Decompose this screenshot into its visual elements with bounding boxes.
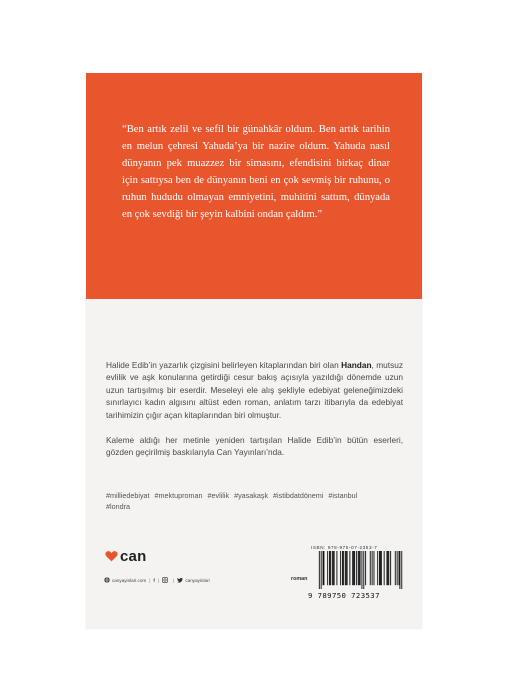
barcode-bar bbox=[327, 551, 328, 585]
barcode-bar bbox=[397, 551, 398, 585]
heart-icon bbox=[105, 550, 118, 562]
barcode-bar bbox=[390, 551, 391, 585]
description-lead: Halide Edib’in yazarlık çizgisini belirleyen kitaplarından biri olan bbox=[106, 360, 339, 370]
description-rest: , mutsuz evlilik ve aşk konularına getirdiği cesur bakış açısıyla yazıldığı dönemde uzun uzun tartışılmış bir eserdir. Meseleyi ele alış şekliyle edebiyat geleneğimizdeki sınırlayıcı kadın algısını altüst eden roman, anlatım tarzı itibarıyla da edebiyat tarihimizin çığır açan kitaplarından biri olmuştur. bbox=[106, 360, 404, 420]
publisher-logo bbox=[105, 548, 146, 564]
hashtag: #mektuproman bbox=[154, 491, 203, 500]
barcode-bar bbox=[352, 551, 353, 585]
barcode-bar bbox=[372, 551, 373, 585]
book-back-cover bbox=[86, 73, 422, 629]
barcode-bar bbox=[399, 551, 400, 585]
instagram-icon bbox=[162, 577, 168, 583]
publisher-contact-bar bbox=[104, 576, 210, 584]
isbn-label: ISBN: 978-975-07-2353-7 bbox=[311, 545, 378, 550]
barcode-bar bbox=[330, 551, 331, 585]
publisher-name: can bbox=[120, 547, 147, 565]
barcode-bar bbox=[329, 551, 330, 585]
description-paragraph-2: Kaleme aldığı her metinle yeniden tartışılan Halide Edib’in bütün eserleri, gözden geçirilmiş baskılarıyla Can Yayınları’nda. bbox=[106, 435, 403, 458]
hashtag: #yasakaşk bbox=[234, 491, 269, 500]
barcode-bar bbox=[363, 551, 364, 589]
quote-panel bbox=[86, 73, 422, 299]
barcode-bar bbox=[334, 551, 335, 585]
barcode-bar bbox=[387, 551, 388, 585]
hashtag: #evlilik bbox=[207, 491, 230, 500]
barcode-bar bbox=[336, 551, 337, 585]
barcode-bar bbox=[380, 551, 381, 585]
barcode-bar bbox=[354, 551, 355, 585]
barcode-digits: 9 789750 723537 bbox=[308, 591, 380, 600]
divider: | bbox=[173, 577, 175, 583]
barcode-bar bbox=[384, 551, 385, 585]
divider: | bbox=[157, 577, 160, 583]
barcode-bar bbox=[365, 551, 366, 585]
barcode-bar bbox=[374, 551, 375, 585]
barcode-bar bbox=[332, 551, 333, 585]
twitter-icon bbox=[177, 577, 183, 583]
facebook-icon: f bbox=[153, 577, 155, 583]
barcode-bar bbox=[361, 551, 362, 589]
barcode-bar bbox=[399, 551, 400, 589]
divider: | bbox=[149, 577, 151, 583]
barcode-bar bbox=[360, 551, 361, 585]
hashtag: #milliedebiyat bbox=[106, 491, 150, 500]
barcode-bar bbox=[321, 551, 322, 589]
barcode-bar bbox=[323, 551, 324, 585]
barcode bbox=[317, 551, 405, 589]
barcode-bar bbox=[359, 551, 360, 585]
globe-icon bbox=[104, 577, 110, 583]
barcode-bar bbox=[323, 551, 324, 585]
barcode-bar bbox=[353, 551, 354, 585]
barcode-bar bbox=[388, 551, 389, 585]
quote-text: “Ben artık zelil ve sefil bir günahkâr oldum. Ben artık tarihin en melun çehresi Yahuda’ya bir nazire oldum. Yahuda nasıl dünyanın pek muazzez bir simasını, efendisini birkaç dinar için sattıysa ben de dünyanın beni en çok sevmiş bir ruhunu, o ruhun hududu olmayan emniyetini, muhitini sattım, dünyada en çok sevdiği bir şeyin kalbini ondan çaldım.” bbox=[122, 124, 390, 220]
barcode-bar bbox=[379, 551, 380, 585]
hashtag-list bbox=[106, 491, 406, 512]
book-title-inline: Handan bbox=[341, 360, 372, 370]
barcode-bar bbox=[333, 551, 334, 585]
barcode-bar bbox=[319, 551, 320, 589]
barcode-bar bbox=[377, 551, 378, 585]
barcode-bar bbox=[386, 551, 387, 585]
barcode-bar bbox=[345, 551, 346, 585]
barcode-bar bbox=[340, 551, 341, 585]
website-link: canyayinlari.com bbox=[112, 577, 147, 583]
barcode-bar bbox=[343, 551, 344, 585]
barcode-bar bbox=[358, 551, 359, 585]
barcode-bar bbox=[342, 551, 343, 585]
barcode-bar bbox=[349, 551, 350, 585]
barcode-bar bbox=[395, 551, 396, 585]
social-handle: canyayinlari bbox=[185, 577, 210, 583]
barcode-bar bbox=[370, 551, 371, 585]
barcode-bar bbox=[401, 551, 402, 589]
category-label: roman bbox=[291, 576, 308, 582]
hashtag: #londra bbox=[106, 501, 130, 511]
hashtag: #istibdatdönemi bbox=[273, 491, 324, 500]
barcode-bar bbox=[346, 551, 347, 585]
barcode-bar bbox=[356, 551, 357, 585]
barcode-bar bbox=[347, 551, 348, 585]
barcode-bar bbox=[381, 551, 382, 585]
description-paragraph-1 bbox=[106, 359, 403, 421]
hashtag: #istanbul bbox=[328, 491, 358, 500]
